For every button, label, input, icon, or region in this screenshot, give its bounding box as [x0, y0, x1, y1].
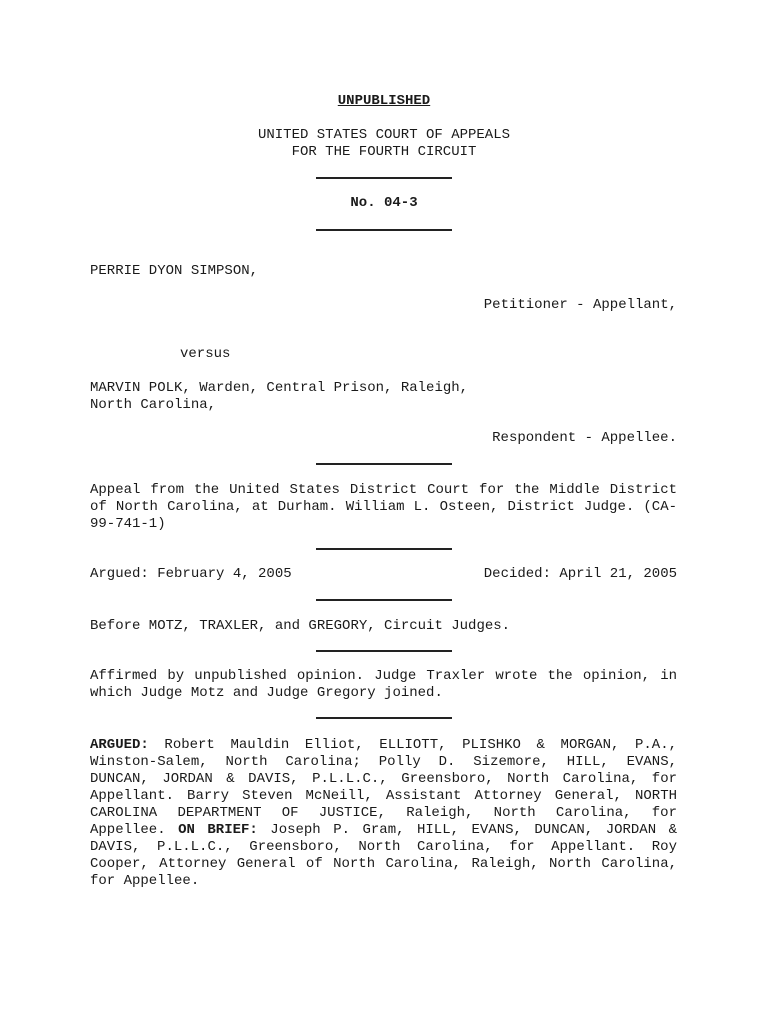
- brief-counsel: Joseph P. Gram, HILL, EVANS, DUNCAN, JORDAN & DAVIS, P.L.L.C., Greensboro, North Carolina, for Appellant. Roy Cooper, Attorney General of North Carolina, Raleigh, North Carolina, for Appellee.: [90, 822, 677, 889]
- divider: [316, 548, 452, 550]
- court-name-line2: FOR THE FOURTH CIRCUIT: [291, 144, 477, 160]
- respondent-name: MARVIN POLK, Warden, Central Prison, Raleigh, North Carolina,: [90, 380, 469, 413]
- divider: [316, 229, 452, 231]
- divider: [316, 599, 452, 601]
- decided-date: Decided: April 21, 2005: [483, 566, 677, 582]
- unpublished-label: UNPUBLISHED: [337, 93, 431, 109]
- case-number: No. 04-3: [350, 195, 418, 211]
- divider: [316, 463, 452, 465]
- petitioner-name: PERRIE DYON SIMPSON,: [90, 263, 259, 279]
- petitioner-role: Petitioner - Appellant,: [483, 297, 677, 313]
- argued-label: ARGUED:: [90, 737, 149, 753]
- versus-label: versus: [180, 346, 231, 362]
- appeal-info: Appeal from the United States District Court for the Middle District of North Carolina, at Durham. William L. Osteen, District Judge. (CA-99-741-1): [90, 482, 677, 532]
- argued-counsel: Robert Mauldin Elliot, ELLIOTT, PLISHKO & MORGAN, P.A., Winston-Salem, North Carolina; Polly D. Sizemore, HILL, EVANS, DUNCAN, JORDAN & DAVIS, P.L.L.C., Greensboro, North Carolina, for Appellant. Barry Steven McNeill, Assistant Attorney General, NORTH CAROLINA DEPARTMENT OF JUSTICE, Raleigh, North Carolina, for Appellee.: [90, 737, 677, 838]
- argued-date: Argued: February 4, 2005: [90, 566, 292, 582]
- disposition: Affirmed by unpublished opinion. Judge Traxler wrote the opinion, in which Judge Motz and Judge Gregory joined.: [90, 668, 677, 701]
- counsel-block: [90, 737, 677, 890]
- divider: [316, 177, 452, 179]
- divider: [316, 717, 452, 719]
- divider: [316, 650, 452, 652]
- panel-judges: Before MOTZ, TRAXLER, and GREGORY, Circuit Judges.: [90, 618, 511, 634]
- respondent-role: Respondent - Appellee.: [492, 430, 677, 446]
- court-name-line1: UNITED STATES COURT OF APPEALS: [257, 127, 511, 143]
- on-brief-label: ON BRIEF:: [178, 822, 258, 838]
